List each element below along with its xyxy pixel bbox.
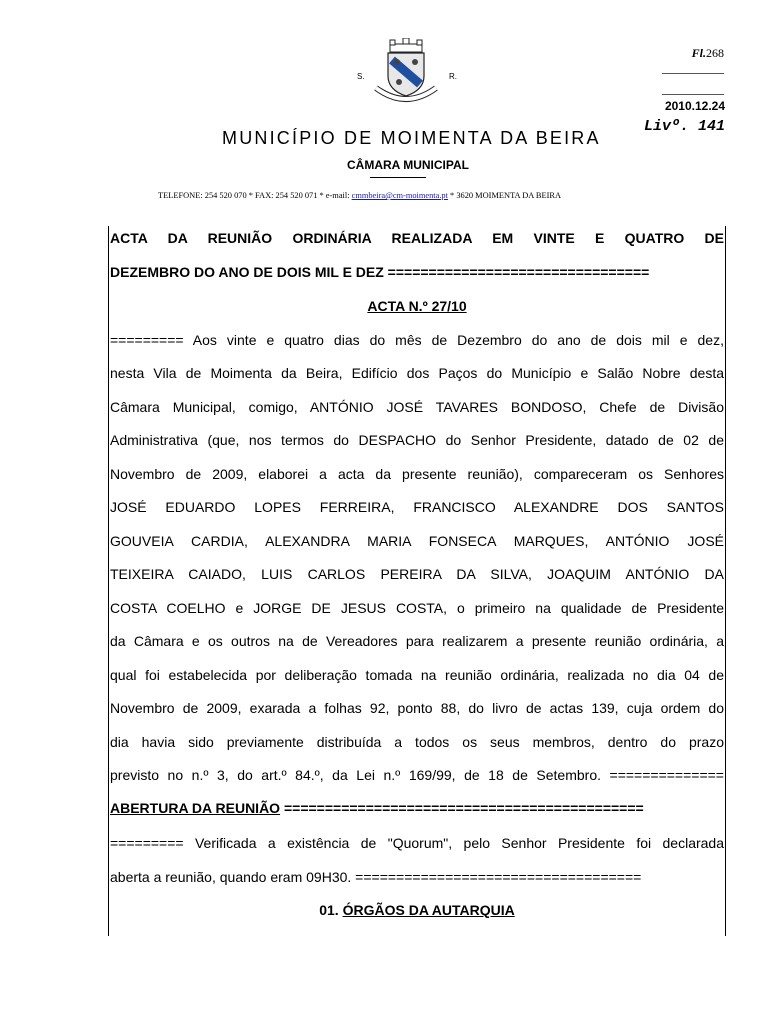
subtitle-rule [370,177,426,178]
crest-letter-s: S. [357,72,365,81]
abertura-line: ========= Verificada a existência de "Quorum", pelo Senhor Presidente foi declarada [110,835,724,851]
paragraph-line: dia havia sido previamente distribuída a todos os seus membros, dentro do prazo [110,734,724,750]
section-title: ÓRGÃOS DA AUTARQUIA [342,902,515,918]
municipality-title: MUNICÍPIO DE MOIMENTA DA BEIRA [222,128,601,148]
paragraph-line: Câmara Municipal, comigo, ANTÓNIO JOSÉ TAVARES BONDOSO, Chefe de Divisão [110,399,724,415]
folio-rule [662,94,724,95]
paragraph-line: Novembro de 2009, elaborei a acta da presente reunião), compareceram os Senhores [110,466,724,482]
municipal-crest [370,38,442,108]
council-subtitle: CÂMARA MUNICIPAL [347,158,469,172]
contact-phone-fax: TELEFONE: 254 520 070 * FAX: 254 520 071 * e-mail: [158,191,352,200]
email-link[interactable]: cmmbeira@cm-moimenta.pt [351,191,448,200]
folio-number [692,46,724,61]
paragraph-line: previsto no n.º 3, do art.º 84.º, da Lei n.º 169/99, de 18 de Setembro. ============== [110,767,724,783]
book-number: Livº. 141 [643,118,725,135]
paragraph-line: TEIXEIRA CAIADO, LUIS CARLOS PEREIRA DA SILVA, JOAQUIM ANTÓNIO DA [110,566,724,582]
contact-line [158,191,561,200]
left-margin-rule [108,226,109,936]
folio-rule [662,73,724,74]
section-heading [110,902,724,918]
paragraph-line: qual foi estabelecida por deliberação tomada na reunião ordinária, realizada no dia 04 de [110,667,724,683]
contact-address: * 3620 MOIMENTA DA BEIRA [447,191,562,200]
folio-prefix: Fl. [691,46,706,60]
paragraph-line: ========= Aos vinte e quatro dias do mês de Dezembro do ano de dois mil e dez, [110,332,724,348]
paragraph-line: COSTA COELHO e JORGE DE JESUS COSTA, o primeiro na qualidade de Presidente [110,600,724,616]
abertura-fill: ============================================ [280,800,644,816]
paragraph-line: GOUVEIA CARDIA, ALEXANDRA MARIA FONSECA MARQUES, ANTÓNIO JOSÉ [110,533,724,549]
document-date: 2010.12.24 [664,99,725,113]
title-line: DEZEMBRO DO ANO DE DOIS MIL E DEZ ================================ [110,264,650,280]
right-margin-rule [725,226,726,936]
abertura-heading: ABERTURA DA REUNIÃO [110,800,281,816]
paragraph-line: nesta Vila de Moimenta da Beira, Edifício dos Paços do Município e Salão Nobre desta [110,365,724,381]
crest-letter-r: R. [449,72,457,81]
paragraph-line: Novembro de 2009, exarada a folhas 92, ponto 88, do livro de actas 139, cuja ordem do [110,700,724,716]
paragraph-line: Administrativa (que, nos termos do DESPACHO do Senhor Presidente, datado de 02 de [110,432,724,448]
section-number: 01. [319,902,343,918]
acta-number: ACTA N.º 27/10 [367,298,467,314]
title-line: ACTA DA REUNIÃO ORDINÁRIA REALIZADA EM VINTE E QUATRO DE [110,230,724,246]
crest-icon [370,38,442,108]
abertura-line: aberta a reunião, quando eram 09H30. =================================== [110,869,642,885]
folio-value: 268 [706,46,724,60]
paragraph-line: da Câmara e os outros na de Vereadores para realizarem a presente reunião ordinária, a [110,633,724,649]
abertura-heading-line [110,800,724,816]
paragraph-line: JOSÉ EDUARDO LOPES FERREIRA, FRANCISCO ALEXANDRE DOS SANTOS [110,499,724,515]
